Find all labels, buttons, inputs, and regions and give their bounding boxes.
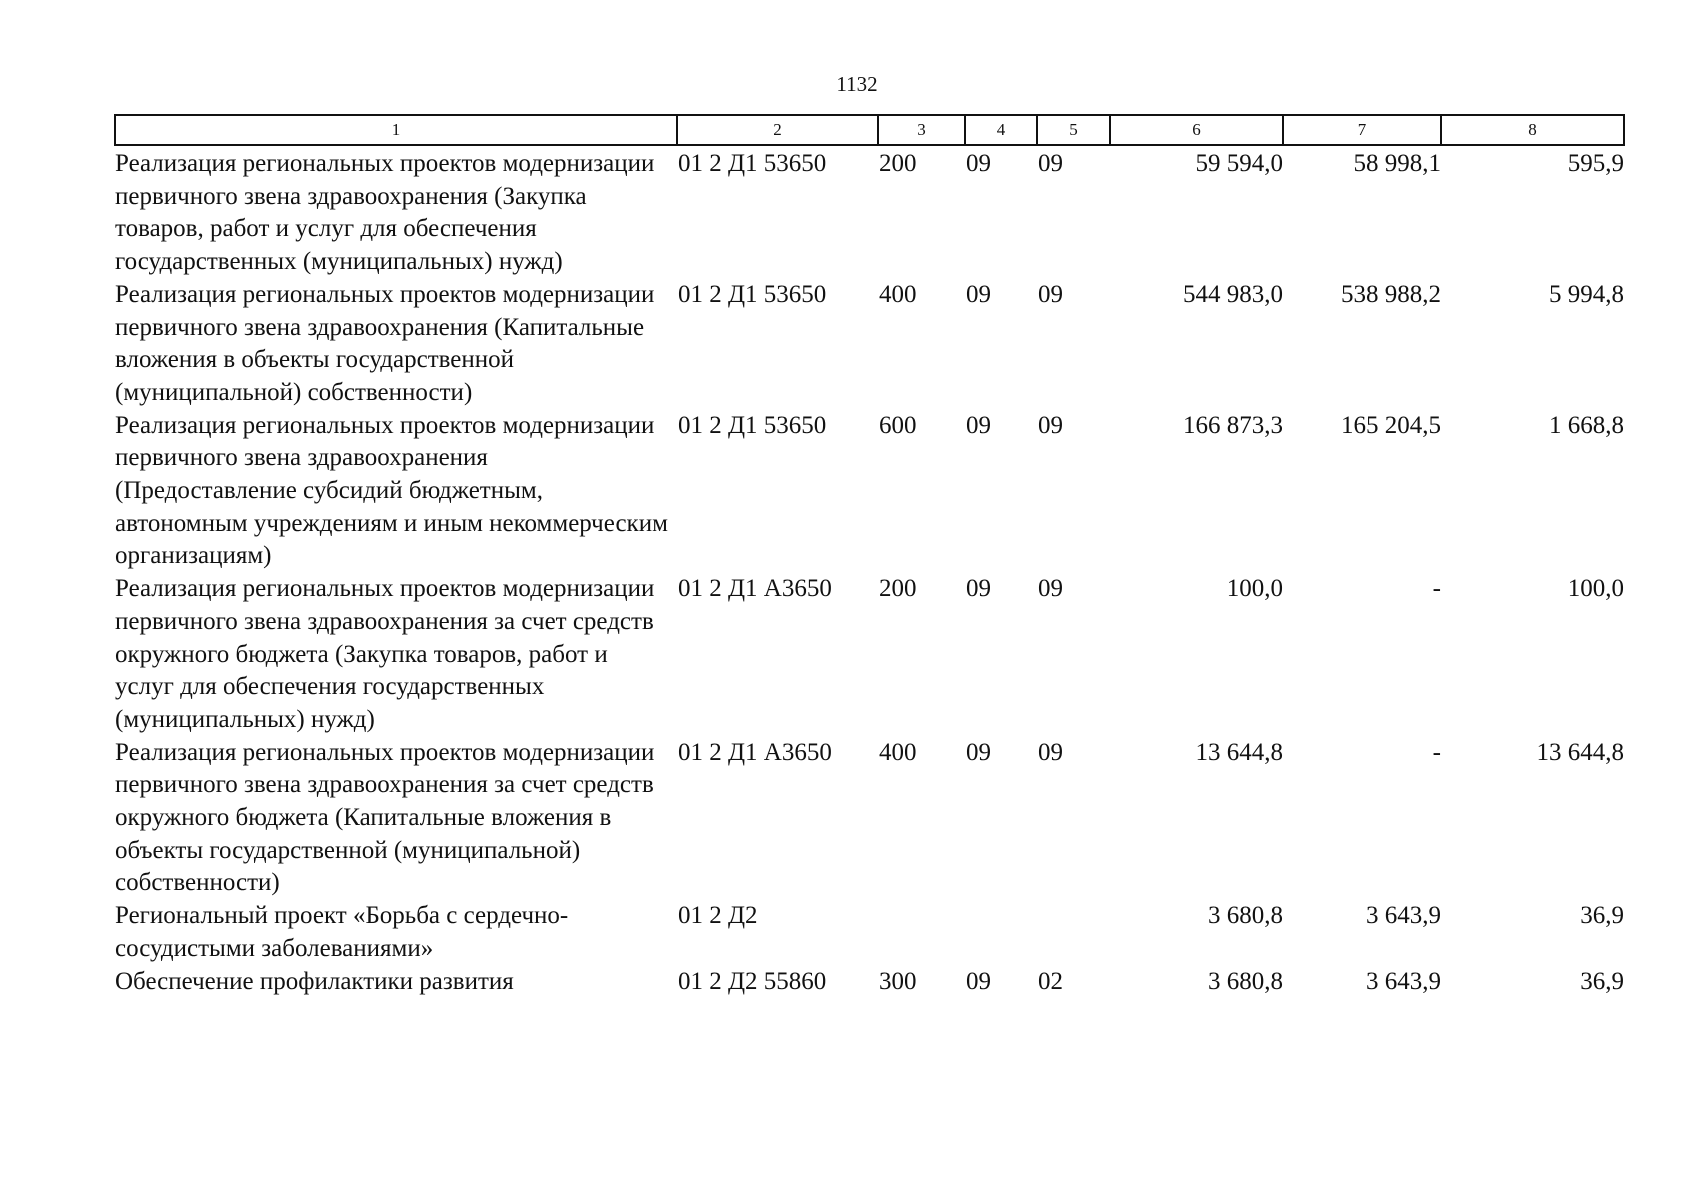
column-8-amount-cell: 595,9 bbox=[1567, 150, 1624, 177]
subsection-code-cell: 09 bbox=[1038, 280, 1063, 308]
expense-type-code-cell: 300 bbox=[879, 967, 917, 995]
expense-name-cell: Региональный проект «Борьба с сердечно-сосудистыми заболеваниями» bbox=[115, 902, 569, 962]
column-7-amount-cell: 58 998,1 bbox=[1353, 150, 1441, 177]
target-article-code-cell: 01 2 Д1 53650 bbox=[678, 411, 827, 439]
subsection-code-cell: 09 bbox=[1038, 575, 1063, 603]
target-article-code-cell: 01 2 Д2 55860 bbox=[678, 967, 827, 995]
section-code-cell: 09 bbox=[966, 150, 991, 177]
total-amount-cell: 3 680,8 bbox=[1208, 967, 1283, 995]
total-amount-cell: 544 983,0 bbox=[1183, 280, 1283, 308]
expense-name-cell: Реализация региональных проектов модернизации первичного звена здравоохранения (Предоставление субсидий бюджетным, автономным учреждениям и иным некоммерческим организациям) bbox=[115, 411, 668, 570]
target-article-code-cell: 01 2 Д1 53650 bbox=[678, 280, 827, 308]
column-8-amount-cell: 36,9 bbox=[1580, 967, 1624, 995]
column-7-amount-cell: 165 204,5 bbox=[1341, 411, 1441, 439]
section-code-cell: 09 bbox=[966, 575, 991, 603]
table-row bbox=[115, 279, 1624, 410]
column-7-amount-cell: - bbox=[1432, 738, 1441, 766]
total-amount-cell: 59 594,0 bbox=[1195, 150, 1283, 177]
column-7-amount-cell: 538 988,2 bbox=[1341, 280, 1441, 308]
table-row bbox=[115, 737, 1624, 901]
section-code-cell: 09 bbox=[966, 967, 991, 995]
section-code-cell: 09 bbox=[966, 738, 991, 766]
table-row bbox=[115, 410, 1624, 574]
section-code-cell: 09 bbox=[966, 411, 991, 439]
column-number-header: 2 bbox=[677, 115, 878, 145]
subsection-code-cell: 09 bbox=[1038, 150, 1063, 177]
column-7-amount-cell: - bbox=[1432, 575, 1441, 603]
expense-name-cell: Реализация региональных проектов модернизации первичного звена здравоохранения за счет средств окружного бюджета (Закупка товаров, работ и услуг для обеспечения государственных (муниципальных) нужд) bbox=[115, 575, 655, 733]
expense-type-code-cell bbox=[878, 900, 965, 965]
page-number: 1132 bbox=[836, 72, 878, 96]
total-amount-cell: 100,0 bbox=[1226, 575, 1283, 603]
expense-type-code-cell: 600 bbox=[879, 411, 917, 439]
column-number-header: 5 bbox=[1037, 115, 1110, 145]
column-7-amount-cell: 3 643,9 bbox=[1366, 967, 1441, 995]
subsection-code-cell bbox=[1037, 900, 1110, 965]
table-row bbox=[115, 966, 1624, 999]
column-8-amount-cell: 1 668,8 bbox=[1549, 411, 1624, 439]
column-number-header-row bbox=[115, 115, 1624, 145]
section-code-cell: 09 bbox=[966, 280, 991, 308]
target-article-code-cell: 01 2 Д2 bbox=[678, 902, 758, 930]
subsection-code-cell: 09 bbox=[1038, 738, 1063, 766]
column-number-header: 7 bbox=[1283, 115, 1441, 145]
expense-name-cell: Реализация региональных проектов модернизации первичного звена здравоохранения (Закупка товаров, работ и услуг для обеспечения государственных (муниципальных) нужд) bbox=[115, 150, 655, 276]
column-number-header: 1 bbox=[115, 115, 677, 145]
column-7-amount-cell: 3 643,9 bbox=[1366, 902, 1441, 930]
subsection-code-cell: 02 bbox=[1038, 967, 1063, 995]
total-amount-cell: 13 644,8 bbox=[1195, 738, 1283, 766]
column-number-header: 4 bbox=[965, 115, 1037, 145]
target-article-code-cell: 01 2 Д1 А3650 bbox=[678, 575, 832, 603]
expense-type-code-cell: 400 bbox=[879, 738, 917, 766]
budget-table bbox=[114, 114, 1625, 998]
total-amount-cell: 166 873,3 bbox=[1183, 411, 1283, 439]
expense-type-code-cell: 200 bbox=[879, 150, 917, 177]
column-8-amount-cell: 5 994,8 bbox=[1549, 280, 1624, 308]
expense-type-code-cell: 400 bbox=[879, 280, 917, 308]
column-8-amount-cell: 100,0 bbox=[1567, 575, 1624, 603]
table-row bbox=[115, 900, 1624, 965]
table-row bbox=[115, 573, 1624, 737]
total-amount-cell: 3 680,8 bbox=[1208, 902, 1283, 930]
target-article-code-cell: 01 2 Д1 53650 bbox=[678, 150, 827, 177]
expense-name-cell: Реализация региональных проектов модернизации первичного звена здравоохранения (Капитальные вложения в объекты государственной (муниципальной) собственности) bbox=[115, 280, 655, 406]
subsection-code-cell: 09 bbox=[1038, 411, 1063, 439]
column-8-amount-cell: 36,9 bbox=[1580, 902, 1624, 930]
target-article-code-cell: 01 2 Д1 А3650 bbox=[678, 738, 832, 766]
expense-type-code-cell: 200 bbox=[879, 575, 917, 603]
expense-name-cell: Реализация региональных проектов модернизации первичного звена здравоохранения за счет средств окружного бюджета (Капитальные вложения в объекты государственной (муниципальной) собственности) bbox=[115, 738, 655, 897]
table-row bbox=[115, 145, 1624, 279]
column-number-header: 3 bbox=[878, 115, 965, 145]
column-8-amount-cell: 13 644,8 bbox=[1536, 738, 1624, 766]
expense-name-cell: Обеспечение профилактики развития bbox=[115, 967, 514, 995]
column-number-header: 8 bbox=[1441, 115, 1624, 145]
section-code-cell bbox=[965, 900, 1037, 965]
column-number-header: 6 bbox=[1110, 115, 1283, 145]
